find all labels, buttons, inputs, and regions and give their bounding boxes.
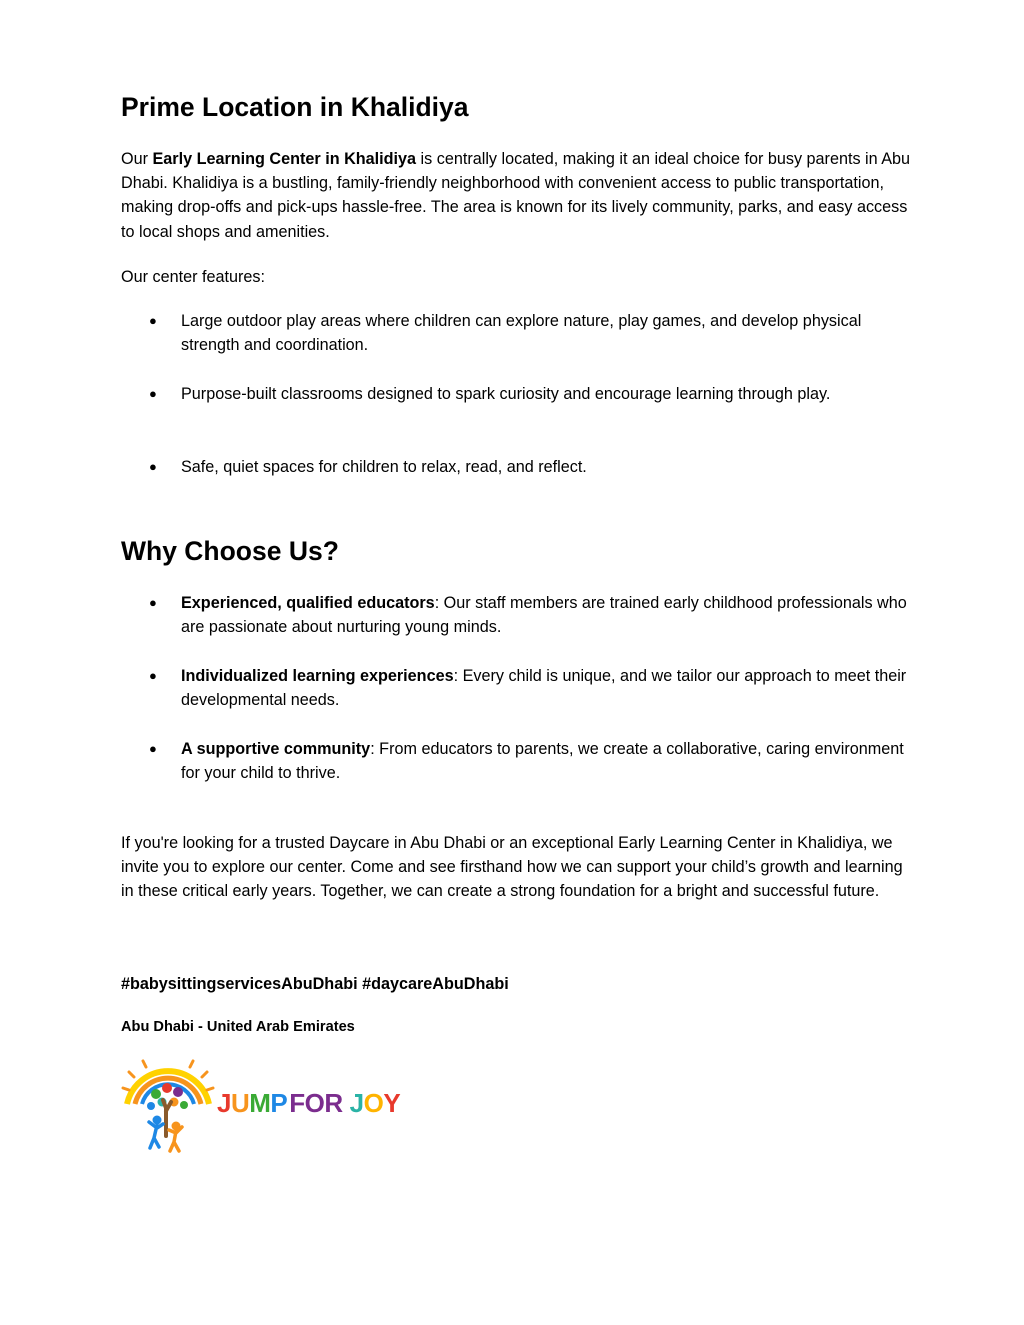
intro-post: is centrally located, making it an ideal choice for busy parents in Abu Dhabi. Khalidiya is a bustling, family-friendly neighborhood with convenient access to public transportation, making drop-offs and pick-ups hassle-free. The area is known for its lively community, parks, and easy access to local shops and amenities. — [121, 150, 911, 241]
bullet-icon: ● — [149, 386, 157, 401]
reason-desc: : Every child is unique, and we tailor our approach to meet their developmental needs. — [181, 667, 907, 710]
reason-text — [181, 591, 911, 639]
tree-children-logo-icon — [123, 1061, 213, 1151]
bullet-icon: ● — [149, 459, 157, 474]
closing-paragraph: If you're looking for a trusted Daycare in Abu Dhabi or an exceptional Early Learning Center in Khalidiya, we invite you to explore our center. Come and see firsthand how we can support your child’s growth and learning in these critical early years. Together, we can create a strong foundation for a bright and successful future. — [121, 834, 903, 901]
feature-text: Large outdoor play areas where children can explore nature, play games, and develop physical strength and coordination. — [181, 312, 862, 355]
reason-desc: : Our staff members are trained early childhood professionals who are passionate about nurturing young minds. — [181, 594, 907, 637]
reason-title: A supportive community — [181, 740, 371, 758]
reason-title: Individualized learning experiences — [181, 667, 454, 685]
bullet-icon: ● — [149, 668, 157, 683]
list-item — [121, 591, 911, 639]
reason-title: Experienced, qualified educators — [181, 594, 435, 612]
jump-for-joy-logo — [121, 1056, 401, 1156]
feature-text: Safe, quiet spaces for children to relax, read, and reflect. — [181, 458, 587, 476]
list-item — [121, 382, 911, 406]
intro-bold: Early Learning Center in Khalidiya — [152, 150, 417, 168]
intro-paragraph — [121, 147, 911, 244]
svg-text:JUMPFORJOY: JUMPFOR JOY — [217, 1088, 401, 1118]
bullet-icon: ● — [149, 741, 157, 756]
bullet-icon: ● — [149, 313, 157, 328]
bullet-icon: ● — [149, 595, 157, 610]
list-item — [121, 455, 911, 479]
list-item — [121, 309, 911, 357]
location-text: Abu Dhabi - United Arab Emirates — [121, 1019, 355, 1035]
intro-pre: Our — [121, 150, 153, 168]
list-item — [121, 737, 911, 785]
reason-text — [181, 664, 911, 712]
list-item — [121, 664, 911, 712]
why-choose-us-heading: Why Choose Us? — [121, 536, 339, 566]
reason-desc: : From educators to parents, we create a collaborative, caring environment for your child to thrive. — [181, 740, 904, 783]
reason-text — [181, 737, 911, 785]
feature-text: Purpose-built classrooms designed to spark curiosity and encourage learning through play. — [181, 385, 831, 403]
features-label: Our center features: — [121, 268, 265, 286]
hashtags: #babysittingservicesAbuDhabi #daycareAbuDhabi — [121, 975, 509, 993]
prime-location-heading: Prime Location in Khalidiya — [121, 92, 469, 122]
